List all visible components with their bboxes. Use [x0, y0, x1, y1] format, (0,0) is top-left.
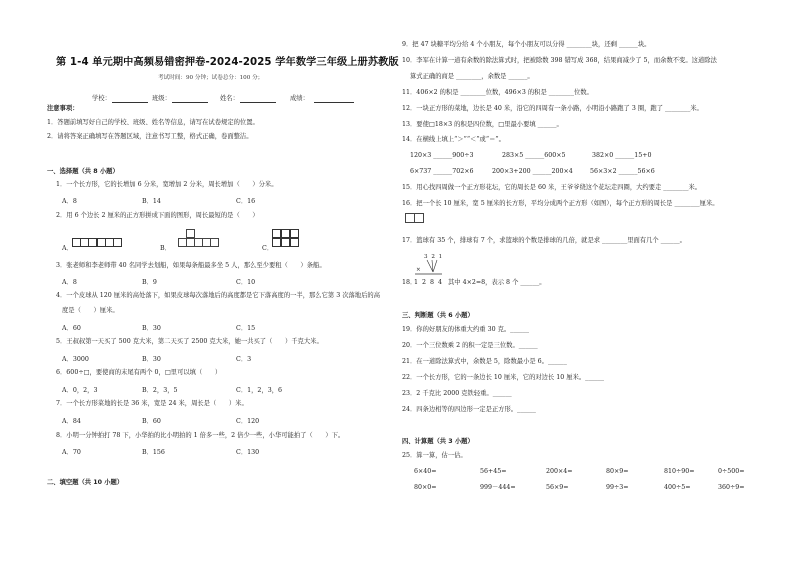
- question-20: 20．一个三位数乘 2 的积一定是三位数。______: [402, 342, 538, 349]
- q14-compare-1: 120×3 ______900÷3: [410, 152, 474, 159]
- question-15: 15．用心找四周做一个正方形花坛，它的周长是 60 米，王爷爷绕这个花坛走四圈，大约要走 ________米。: [402, 184, 702, 191]
- q7-option-b[interactable]: B．60: [142, 418, 161, 425]
- q3-option-a[interactable]: A．8: [62, 279, 77, 286]
- q3-option-b[interactable]: B．9: [142, 279, 157, 286]
- calc-11: 400÷5=: [664, 484, 691, 491]
- school-field[interactable]: [112, 96, 148, 103]
- question-22: 22．一个长方形，它的一条边长 10 厘米，它的对边长 10 厘米。______: [402, 374, 605, 381]
- question-17: 17．篮球有 35 个，排球有 7 个，求篮球的个数是排球的几倍，就是求 ________里面有几个 ______。: [402, 237, 686, 244]
- q6-option-b[interactable]: B．2，3，5: [142, 387, 178, 394]
- q18-arrows: [414, 258, 444, 280]
- exam-info: 考试时间：90 分钟；试卷总分：100 分；: [158, 75, 264, 81]
- question-10-line-2: 算式正确的商是 ________，余数是 ______。: [410, 73, 534, 80]
- calc-12: 360÷9=: [718, 484, 745, 491]
- q2-figure-a: [72, 238, 121, 247]
- question-2: 2．用 6 个边长 2 厘米的正方形拼成下面的图形，周长最短的是（ ）: [56, 212, 259, 219]
- q1-option-c[interactable]: C．16: [236, 198, 256, 205]
- calc-4: 80×9=: [606, 468, 629, 475]
- q14-compare-4: 6×737 ______702×6: [410, 168, 474, 175]
- question-14: 14．在横线上填上“＞”“＜”或“＝”。: [402, 136, 505, 143]
- q5-option-b[interactable]: B．30: [142, 356, 161, 363]
- class-field[interactable]: [172, 96, 208, 103]
- q3-option-c[interactable]: C．10: [236, 279, 256, 286]
- q14-compare-2: 283×5 ______600×5: [502, 152, 566, 159]
- question-13: 13．要使□18×3 的积是四位数，□里最小要填 ______。: [402, 121, 563, 128]
- section-4-heading: 四、计算题（共 3 小题）: [402, 438, 474, 445]
- notice-item-2: 2．请将答案正确填写在答题区域，注意书写工整，格式正确，卷面整洁。: [47, 133, 253, 140]
- q2-figure-c: [272, 229, 299, 247]
- calc-2: 56+45=: [480, 468, 507, 475]
- q18-top-digits: 3 2 1: [424, 254, 444, 260]
- question-10-line-1: 10．李军在计算一道有余数的除法算式时，把被除数 398 错写成 368，结果商减少了 5，而余数不变。这道除法: [402, 57, 717, 64]
- q4-option-b[interactable]: B．30: [142, 325, 161, 332]
- question-4-line-2: 度是（ ）厘米。: [62, 307, 119, 314]
- score-label: 成绩：: [290, 95, 309, 102]
- calc-8: 999－444=: [480, 484, 516, 491]
- question-23: 23．2 千克比 2000 克铁轻重。______: [402, 390, 512, 397]
- calc-10: 99÷3=: [606, 484, 629, 491]
- section-3-heading: 三、判断题（共 6 小题）: [402, 312, 474, 319]
- class-label: 班级：: [152, 95, 171, 102]
- notice-item-1: 1．答题前填写好自己的学校、班级、姓名等信息，请写在试卷规定的位置。: [47, 119, 259, 126]
- page-title: 第 1-4 单元期中高频易错密押卷-2024-2025 学年数学三年级上册苏教版: [56, 57, 399, 68]
- question-16: 16．把一个长 10 厘米，宽 5 厘米的长方形，平均分成两个正方形（如图），每个正方形的周长是 ________厘米。: [402, 200, 719, 207]
- question-6: 6．600÷□，要使商的末尾有两个 0，□里可以填（ ）: [56, 369, 222, 376]
- q2-option-a[interactable]: A．: [62, 245, 73, 252]
- q14-compare-3: 382×0 ______15+0: [592, 152, 652, 159]
- q1-option-b[interactable]: B．14: [142, 198, 161, 205]
- question-3: 3．张老师和李老师带 40 名同学去划船，如果每条船最多坐 5 人，那么至少要租（ ）条船。: [56, 262, 326, 269]
- q8-option-a[interactable]: A．70: [62, 449, 81, 456]
- name-label: 姓名：: [220, 95, 239, 102]
- q7-option-c[interactable]: C．120: [236, 418, 260, 425]
- q5-option-a[interactable]: A．3000: [62, 356, 89, 363]
- calc-5: 810÷90=: [664, 468, 695, 475]
- name-field[interactable]: [240, 96, 276, 103]
- q14-compare-5: 200×3+200 ______200×4: [492, 168, 573, 175]
- q8-option-c[interactable]: C．130: [236, 449, 260, 456]
- calc-1: 6×40=: [414, 468, 437, 475]
- score-field[interactable]: [314, 96, 354, 103]
- calc-3: 200×4=: [546, 468, 573, 475]
- q2-option-c[interactable]: C．: [262, 245, 274, 252]
- q6-option-a[interactable]: A．0，2，3: [62, 387, 98, 394]
- q5-option-c[interactable]: C．3: [236, 356, 252, 363]
- q6-option-c[interactable]: C．1，2，3，6: [236, 387, 283, 394]
- q4-option-c[interactable]: C．15: [236, 325, 256, 332]
- question-12: 12．一块正方形的菜地，边长是 40 米，沿它的四周有一条小路，小明沿小路跑了 3 圈，跑了 ________米。: [402, 105, 703, 112]
- calc-6: 0÷500=: [718, 468, 745, 475]
- question-7: 7．一个长方形菜地的长是 36 米，宽是 24 米，周长是（ ）米。: [56, 400, 248, 407]
- calc-7: 80×0=: [414, 484, 437, 491]
- q14-compare-6: 56×3×2 ______56×6: [590, 168, 655, 175]
- question-9: 9．把 47 块糖平均分给 4 个小朋友，每个小朋友可以分得 ________块，还剩 ______块。: [402, 41, 651, 48]
- question-25: 25．算一算，估一估。: [402, 452, 467, 459]
- question-1: 1．一个长方形，它的长增加 6 分米，宽增加 2 分米，周长增加（ ）分米。: [56, 181, 278, 188]
- question-21: 21．在一道除法算式中，余数是 5，除数最小是 6。______: [402, 358, 567, 365]
- question-19: 19．你的好朋友的体重大约重 30 克。______: [402, 326, 530, 333]
- section-1-heading: 一、选择题（共 8 小题）: [47, 168, 119, 175]
- q8-option-b[interactable]: B．156: [142, 449, 165, 456]
- question-5: 5．王叔叔第一天买了 500 克大米，第二天买了 2500 克大米，她一共买了（ ）千克大米。: [56, 338, 323, 345]
- q18-times-sign: ×: [416, 267, 421, 273]
- school-label: 学校：: [92, 95, 111, 102]
- question-18-number: 18．: [402, 279, 417, 286]
- question-8: 8．小明一分钟拍打 78 下，小华拍的比小明拍的 1 倍多一些，2 倍少一些，小华可能拍了（ ）下。: [56, 432, 345, 439]
- notice-heading: 注意事项：: [47, 105, 79, 112]
- question-4-line-1: 4．一个皮球从 120 厘米的高处落下，如果皮球每次落地后的高度都是它下落高度的一半，那么它第 3 次落地后的高: [56, 292, 380, 299]
- q7-option-a[interactable]: A．84: [62, 418, 81, 425]
- q1-option-a[interactable]: A．8: [62, 198, 77, 205]
- question-18: 其中 4×2=8，表示 8 个 ______。: [448, 279, 546, 286]
- question-24: 24．四条边相等的四边形一定是正方形。______: [402, 406, 536, 413]
- q2-option-b[interactable]: B．: [160, 245, 171, 252]
- q18-result: 1 2 8 4: [414, 279, 444, 286]
- calc-9: 56×9=: [546, 484, 569, 491]
- q4-option-a[interactable]: A．60: [62, 325, 81, 332]
- section-2-heading: 二、填空题（共 10 小题）: [47, 479, 124, 486]
- question-11: 11．406×2 的积是 ________位数，496×3 的积是 ________位数。: [402, 89, 593, 96]
